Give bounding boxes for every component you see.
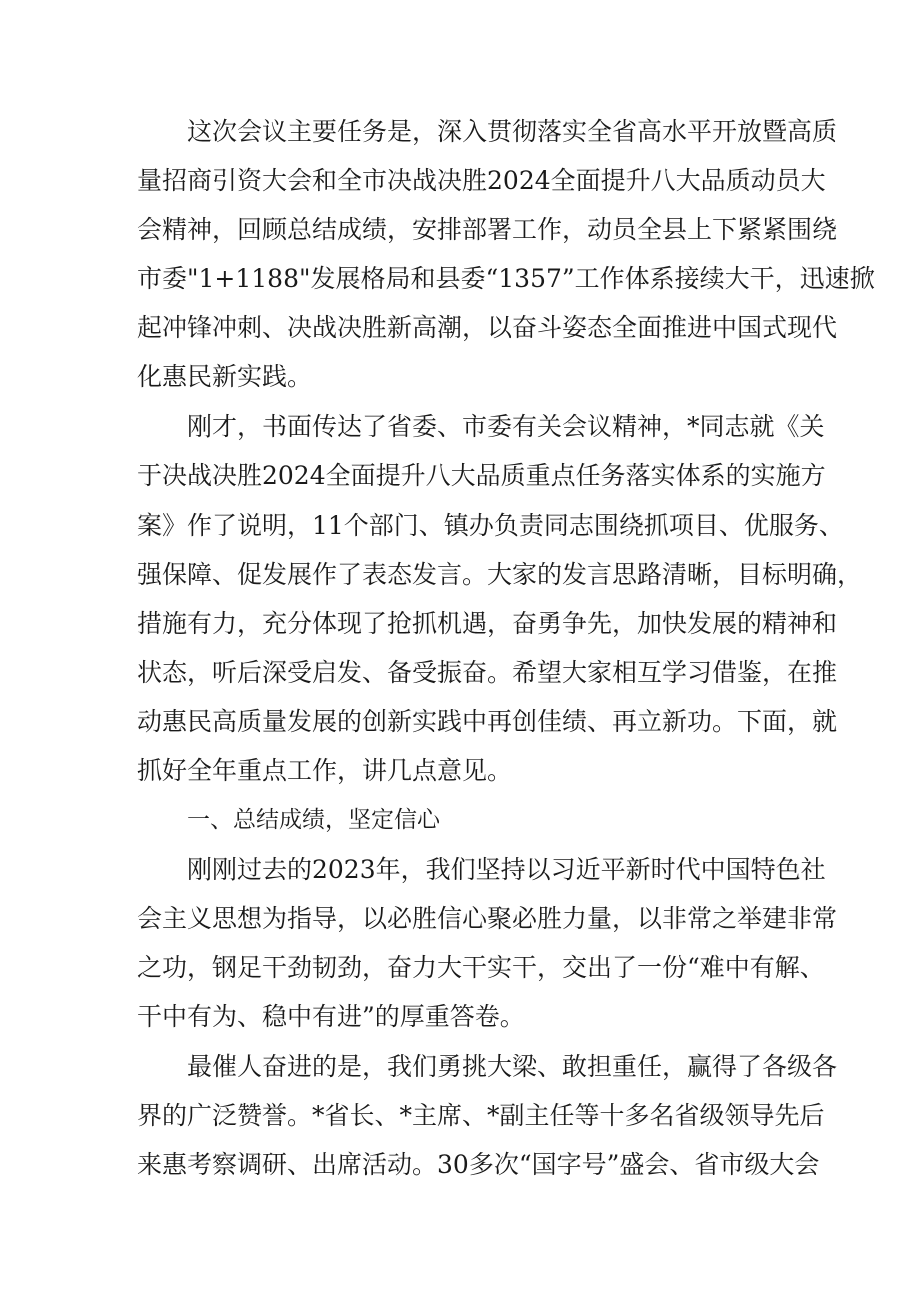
paragraph-3-line-2: 会主义思想为指导，以必胜信心聚必胜力量，以非常之举建非常 [137, 904, 838, 933]
section-heading: 一、总结成绩，坚定信心 [187, 807, 440, 833]
paragraph-2-line-4: 强保障、促发展作了表态发言。大家的发言思路清晰，目标明确， [137, 560, 863, 589]
paragraph-1-line-2: 量招商引资大会和全市决战决胜2024全面提升八大品质动员大 [137, 166, 826, 195]
paragraph-2-line-5: 措施有力，充分体现了抢抓机遇，奋勇争先，加快发展的精神和 [137, 609, 838, 638]
paragraph-3-line-4: 干中有为、稳中有进”的厚重答卷。 [137, 1002, 525, 1031]
paragraph-2-line-2: 于决战决胜2024全面提升八大品质重点任务落实体系的实施方 [137, 461, 826, 490]
paragraph-4-line-3: 来惠考察调研、出席活动。30多次“国字号”盛会、省市级大会 [137, 1150, 820, 1179]
paragraph-3-line-1: 刚刚过去的2023年，我们坚持以习近平新时代中国特色社 [187, 855, 826, 884]
paragraph-1-line-3: 会精神，回顾总结成绩，安排部署工作，动员全县上下紧紧围绕 [137, 215, 838, 244]
paragraph-1-line-4: 市委"1+1188"发展格局和县委“1357”工作体系接续大干，迅速掀 [137, 264, 875, 293]
paragraph-2-line-7: 动惠民高质量发展的创新实践中再创佳绩、再立新功。下面，就 [137, 707, 838, 736]
paragraph-2-line-3: 案》作了说明，11个部门、镇办负责同志围绕抓项目、优服务、 [137, 511, 844, 540]
paragraph-1-line-6: 化惠民新实践。 [137, 362, 313, 391]
paragraph-3-line-3: 之功，钢足干劲韧劲，奋力大干实干，交出了一份“难中有解、 [137, 953, 825, 982]
paragraph-1-line-1: 这次会议主要任务是，深入贯彻落实全省高水平开放暨高质 [187, 117, 838, 146]
paragraph-4-line-1: 最催人奋进的是，我们勇挑大梁、敢担重任，赢得了各级各 [187, 1052, 838, 1081]
paragraph-2-line-6: 状态，听后深受启发、备受振奋。希望大家相互学习借鉴，在推 [137, 658, 838, 687]
paragraph-1-line-5: 起冲锋冲刺、决战决胜新高潮，以奋斗姿态全面推进中国式现代 [137, 313, 838, 342]
paragraph-2-line-1: 刚才，书面传达了省委、市委有关会议精神，*同志就《关 [187, 412, 825, 441]
paragraph-2-line-8: 抓好全年重点工作，讲几点意见。 [137, 756, 513, 785]
paragraph-4-line-2: 界的广泛赞誉。*省长、*主席、*副主任等十多名省级领导先后 [137, 1101, 825, 1130]
